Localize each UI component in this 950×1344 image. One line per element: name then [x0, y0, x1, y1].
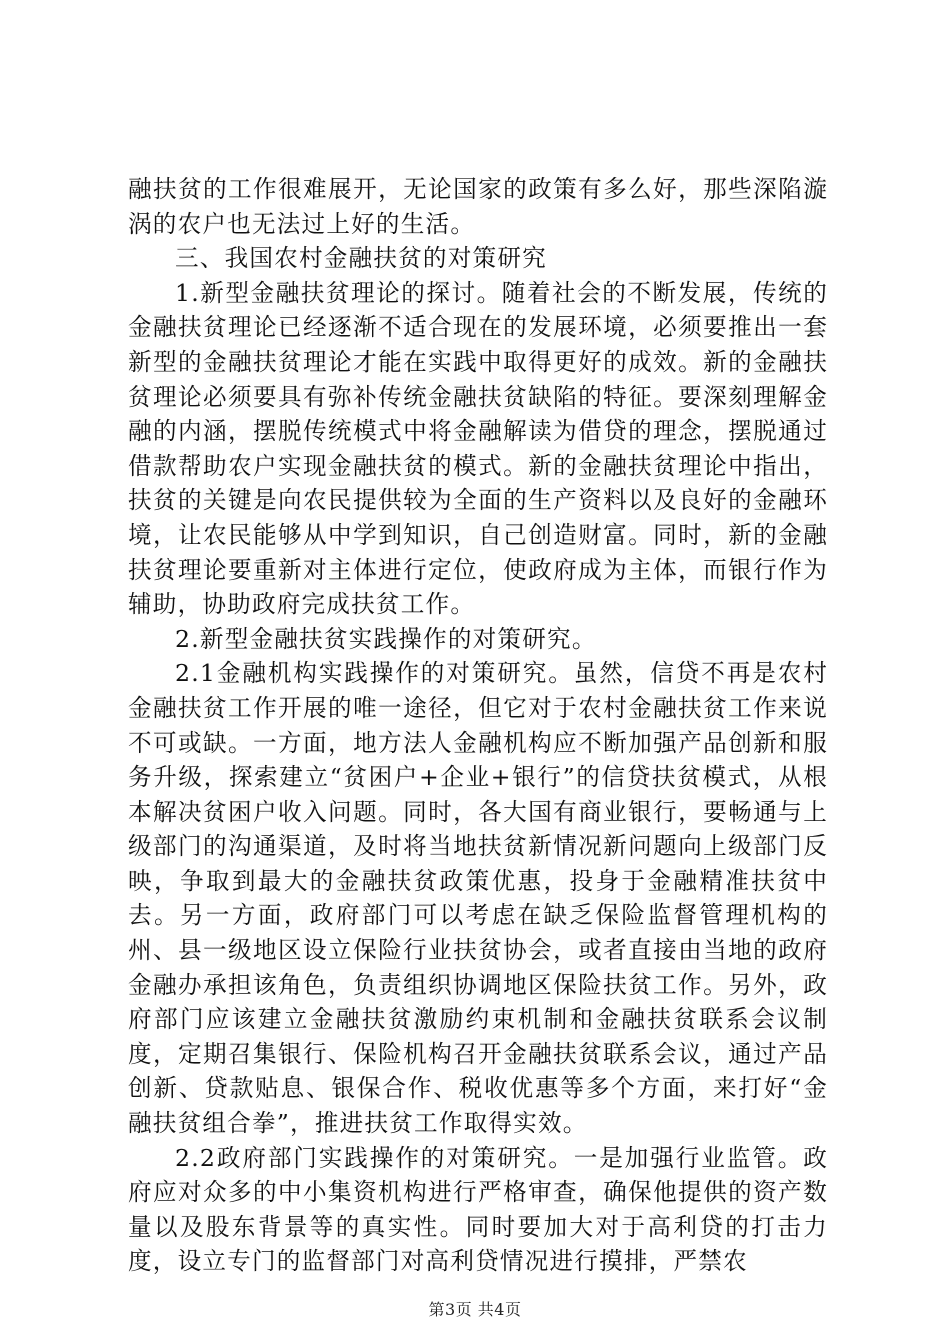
paragraph-new-theory: 1.新型金融扶贫理论的探讨。随着社会的不断发展，传统的金融扶贫理论已经逐渐不适合现在的发展环境，必须要推出一套新型的金融扶贫理论才能在实践中取得更好的成效。新的金融扶贫理论必须要具有弥补传统金融扶贫缺陷的特征。要深刻理解金融的内涵，摆脱传统模式中将金融解读为借贷的理念，摆脱通过借款帮助农户实现金融扶贫的模式。新的金融扶贫理论中指出，扶贫的关键是向农民提供较为全面的生产资料以及良好的金融环境，让农民能够从中学到知识，自己创造财富。同时，新的金融扶贫理论要重新对主体进行定位，使政府成为主体，而银行作为辅助，协助政府完成扶贫工作。	[128, 278, 828, 619]
paragraph-practice-heading: 2.新型金融扶贫实践操作的对策研究。	[175, 624, 597, 653]
body-text	[128, 172, 828, 1279]
paragraph-government-departments: 2.2政府部门实践操作的对策研究。一是加强行业监管。政府应对众多的中小集资机构进行严格审查，确保他提供的资产数量以及股东背景等的真实性。同时要加大对于高利贷的打击力度，设立专门的监督部门对高利贷情况进行摸排，严禁农	[128, 1143, 828, 1276]
paragraph-financial-institutions: 2.1金融机构实践操作的对策研究。虽然，信贷不再是农村金融扶贫工作开展的唯一途径，但它对于农村金融扶贫工作来说不可或缺。一方面，地方法人金融机构应不断加强产品创新和服务升级，探索建立“贫困户+企业+银行”的信贷扶贫模式，从根本解决贫困户收入问题。同时，各大国有商业银行，要畅通与上级部门的沟通渠道，及时将当地扶贫新情况新问题向上级部门反映，争取到最大的金融扶贫政策优惠，投身于金融精准扶贫中去。另一方面，政府部门可以考虑在缺乏保险监督管理机构的州、县一级地区设立保险行业扶贫协会，或者直接由当地的政府金融办承担该角色，负责组织协调地区保险扶贫工作。另外，政府部门应该建立金融扶贫激励约束机制和金融扶贫联系会议制度，定期召集银行、保险机构召开金融扶贫联系会议，通过产品创新、贷款贴息、银保合作、税收优惠等多个方面，来打好“金融扶贫组合拳”，推进扶贫工作取得实效。	[128, 659, 828, 1138]
paragraph-continuation: 融扶贫的工作很难展开，无论国家的政策有多么好，那些深陷漩涡的农户也无法过上好的生活。	[128, 175, 828, 238]
page-footer: 第3页 共4页	[428, 1300, 522, 1319]
section-heading: 三、我国农村金融扶贫的对策研究	[175, 244, 547, 273]
